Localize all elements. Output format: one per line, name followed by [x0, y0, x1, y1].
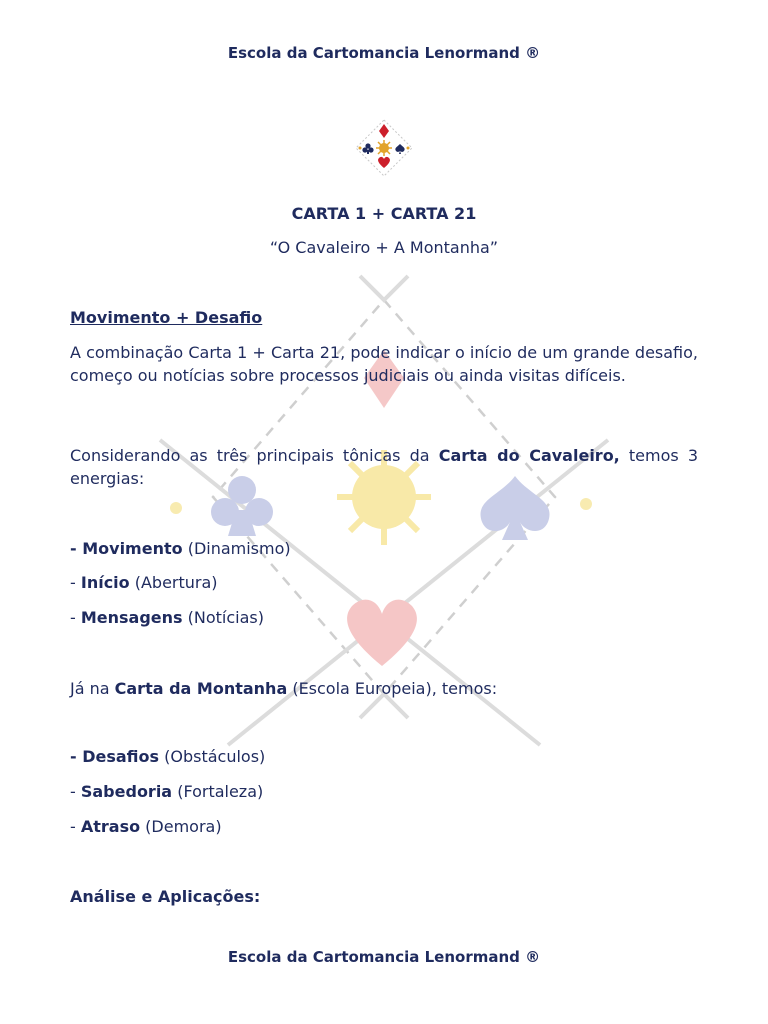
paragraph-text: Já na: [70, 679, 115, 698]
bold-term: Carta do Cavaleiro,: [438, 446, 620, 465]
paragraph-montanha: [70, 677, 698, 700]
paragraph-intro: A combinação Carta 1 + Carta 21, pode indicar o início de um grande desafio, começo ou notícias sobre processos judiciais ou ainda visitas difíceis.: [70, 343, 698, 385]
bold-term: Carta da Montanha: [114, 679, 288, 698]
section-heading-analise: Análise e Aplicações:: [70, 887, 261, 906]
list-term: Mensagens: [80, 608, 183, 627]
section-heading-movimento-desafio: Movimento + Desafio: [70, 308, 263, 327]
list-description: (Notícias): [182, 608, 264, 627]
page-subtitle: “O Cavaleiro + A Montanha”: [269, 238, 499, 257]
paragraph-text: temos 3 energias:: [70, 446, 698, 488]
list-item: [70, 571, 698, 594]
paragraph-text: (Escola Europeia), temos:: [287, 679, 498, 698]
list-dash: -: [70, 817, 81, 836]
list-dash: -: [70, 747, 83, 766]
list-dash: -: [70, 782, 81, 801]
list-term: Movimento: [82, 539, 183, 558]
list-description: (Dinamismo): [182, 539, 291, 558]
list-item: [70, 815, 698, 838]
list-item: [70, 537, 698, 560]
list-description: (Obstáculos): [159, 747, 266, 766]
school-logo-icon: [352, 116, 416, 180]
list-dash: -: [70, 539, 83, 558]
paragraph-text: Considerando as três principais tônicas da: [70, 446, 439, 465]
list-term: Início: [80, 573, 130, 592]
list-item: [70, 780, 698, 803]
right-star-icon: [580, 498, 592, 510]
list-item: [70, 745, 698, 768]
list-dash: -: [70, 608, 81, 627]
page-footer: Escola da Cartomancia Lenormand ®: [227, 948, 541, 966]
list-dash: -: [70, 573, 81, 592]
list-term: Atraso: [80, 817, 141, 836]
list-term: Sabedoria: [80, 782, 173, 801]
list-description: (Demora): [140, 817, 222, 836]
list-item: [70, 606, 698, 629]
paragraph-cavaleiro: [70, 444, 698, 490]
list-term: Desafios: [82, 747, 160, 766]
left-star-icon: [170, 502, 182, 514]
page-title: CARTA 1 + CARTA 21: [291, 204, 477, 223]
list-description: (Abertura): [129, 573, 218, 592]
page-header: Escola da Cartomancia Lenormand ®: [227, 44, 541, 62]
list-description: (Fortaleza): [172, 782, 264, 801]
